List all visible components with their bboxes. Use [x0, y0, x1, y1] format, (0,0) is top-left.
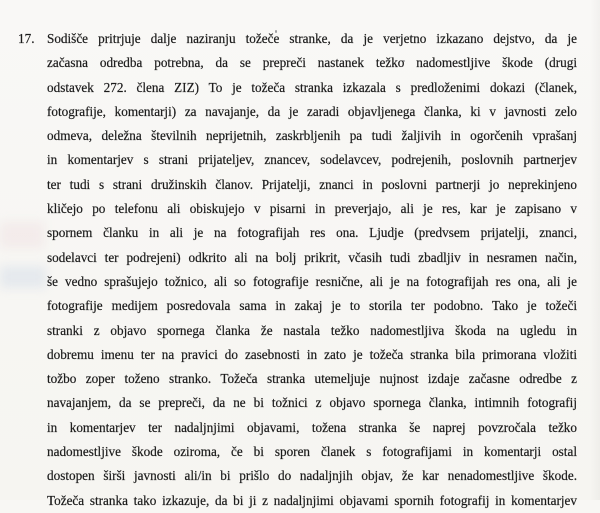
text-line: in komentarjev s strani prijateljev, znancev, sodelavcev, podrejenih, poslovnih partnerjev	[47, 152, 577, 168]
paragraph-number: 17.	[18, 31, 35, 46]
text-line: odmeva, deležna številnih neprijetnih, zaskrbljenih pa tudi žaljivih in ogorčenih vprašanj	[47, 128, 577, 144]
clipped-text-line: Tožeča stranka tako izkazuje, da bi ji z nadaljnjimi objavami spornih fotografij in komentarjev	[47, 492, 577, 508]
scan-artifact-streak	[0, 266, 46, 288]
text-line: tožbo zoper toženo stranko. Tožeča stranka utemeljuje nujnost izdaje začasne odredbe z	[47, 371, 577, 387]
text-line: spornem članku in ali je na fotografijah res ona. Ljudje (predvsem prijatelji, znanci,	[47, 225, 577, 241]
text-line: in komentarjev ter nadaljnjimi objavami, tožena stranka še naprej povzročala težko	[47, 419, 577, 435]
text-line: še vedno sprašujejo tožnico, ali so fotografije resnične, ali je na fotografijah res ona, ali je	[47, 273, 577, 289]
text-line: Sodišče pritrjuje dalje naziranju tožeče stranke, da je verjetno izkazano dejstvo, da je	[47, 31, 577, 46]
scan-artifact-streak	[0, 222, 44, 248]
text-line: stranki z objavo spornega članka že nastala težko nadomestljiva škoda na ugledu in	[47, 322, 577, 338]
text-line: sodelavci ter podrejeni) odkrito ali na bolj prikrit, včasih tudi zbadljiv in nesramen način,	[47, 249, 577, 265]
text-line: kličejo po telefonu ali obiskujejo v pisarni in preverjajo, ali je res, kar je zapisano v	[47, 201, 577, 217]
text-line: dobremu imenu ter na pravici do zasebnosti in zato je tožeča stranka bila primorana vložiti	[47, 346, 577, 362]
text-line: odstavek 272. člena ZIZ) To je tožeča stranka izkazala s predloženimi dokazi (članek,	[47, 79, 577, 95]
text-line: ter tudi s strani družinskih članov. Prijatelji, znanci in poslovni partnerji jo neprekinjeno	[47, 176, 577, 192]
text-line: začasna odredba potrebna, da se prepreči nastanek težko nadomestljive škode (drugi	[47, 55, 577, 71]
scan-edge-shade	[590, 0, 600, 500]
text-line: navajanjem, da se prepreči, da ne bi tožnici z objavo spornega članka, intimnih fotografij	[47, 395, 577, 411]
text-line: fotografije medijem posredovala sama in zakaj je to storila ter podobno. Tako je tožeči	[47, 298, 577, 314]
text-line: fotografije, komentarji) za navajanje, da je zaradi objavljenega članka, ki v javnosti zelo	[47, 103, 577, 119]
text-line: dostopen širši javnosti ali/in bi prišlo do nadaljnjih objav, že kar nenadomestljive škode.	[47, 468, 577, 484]
paragraph-text	[47, 27, 577, 513]
text-line: nadomestljive škode oziroma, če bi sporen članek s fotografijami in komentarji ostal	[47, 444, 577, 460]
